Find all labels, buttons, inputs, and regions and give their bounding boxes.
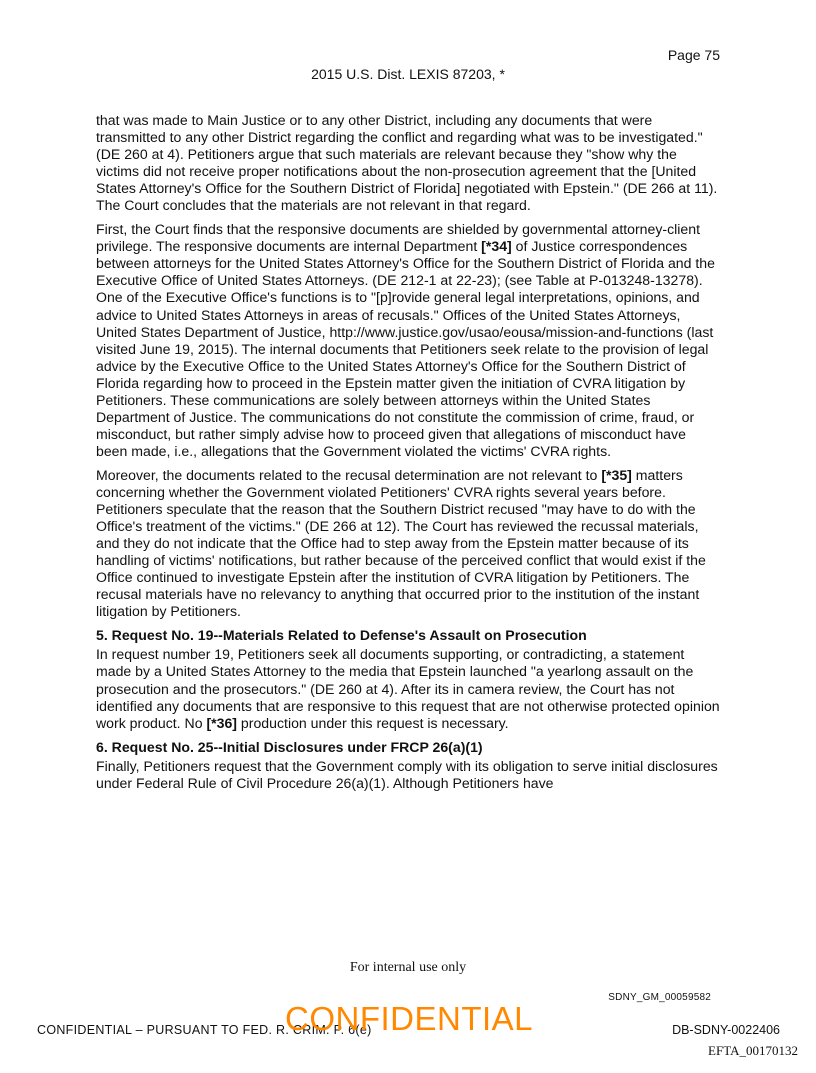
- document-body: [96, 112, 721, 799]
- case-citation: 2015 U.S. Dist. LEXIS 87203, *: [311, 66, 505, 82]
- bates-number-top: SDNY_GM_00059582: [608, 992, 711, 1003]
- section-heading: 6. Request No. 25--Initial Disclosures under FRCP 26(a)(1): [96, 738, 483, 755]
- section-heading: 5. Request No. 19--Materials Related to Defense's Assault on Prosecution: [96, 627, 587, 644]
- paragraph: [96, 646, 721, 731]
- paragraph-text: Moreover, the documents related to the recusal determination are not relevant to: [96, 466, 602, 483]
- paragraph-text: of Justice correspondences between attorneys for the United States Attorney's Office for the Southern District of Florida and the Executive Office of United States Attorneys. (DE 212-1 at 22-23); (see Table at P-013248-13278). One of the Executive Office's functions is to "[p]rovide general legal interpretations, opinions, and advice to United States Attorneys in areas of recusals." Offices of the United States Attorneys, United States Department of Justice, http://www.justice.gov/usao/eousa/mission-and-functions (last visited June 19, 2015). The internal documents that Petitioners seek relate to the provision of legal advice by the Executive Office to the United States Attorney's Office for the Southern District of Florida regarding how to proceed in the Epstein matter given the initiation of CVRA litigation by Petitioners. These communications are solely between attorneys within the United States Department of Justice. The communications do not constitute the commission of crime, fraud, or misconduct, but rather simply advise how to proceed given that allegations of misconduct have been made, i.e., allegations that the Government violated the victims' CVRA rights.: [96, 238, 715, 459]
- pin-cite: [*34]: [481, 238, 512, 255]
- internal-use-note: For internal use only: [349, 960, 467, 975]
- confidential-stamp: CONFIDENTIAL: [285, 1000, 534, 1037]
- pin-cite: [*36]: [206, 714, 238, 731]
- efta-number: EFTA_00170132: [708, 1043, 798, 1058]
- bates-number-right: DB-SDNY-0022406: [672, 1023, 780, 1037]
- paragraph: [96, 221, 721, 460]
- paragraph-text: matters concerning whether the Government violated Petitioners' CVRA rights several years before. Petitioners speculate that the reason that the Southern District recused "may have to do with the Office's treatment of the victims." (DE 266 at 12). The Court has reviewed the recussal materials, and they do not indicate that the Office had to step away from the Epstein matter because of its handling of victims' notifications, but rather because of the perceived conflict that would exist if the Office continued to investigate Epstein after the institution of CVRA litigation by Petitioners. The recusal materials have no relevancy to anything that occurred prior to the institution of the instant litigation by Petitioners.: [96, 466, 706, 620]
- paragraph-text: In request number 19, Petitioners seek all documents supporting, or contradicting, a statement made by a United States Attorney to the media that Epstein launched "a yearlong assault on the prosecution and the prosecutors." (DE 260 at 4). After its in camera review, the Court has not identified any documents that are responsive to this request that are not otherwise protected opinion work product. No: [96, 646, 720, 731]
- paragraph-text: production under this request is necessary.: [237, 714, 509, 731]
- paragraph-text: First, the Court finds that the responsive documents are shielded by governmental attorney-client privilege. The responsive documents are internal Department: [96, 221, 700, 255]
- pin-cite: [*35]: [601, 466, 632, 483]
- paragraph: Finally, Petitioners request that the Government comply with its obligation to serve initial disclosures under Federal Rule of Civil Procedure 26(a)(1). Although Petitioners have: [96, 757, 718, 791]
- paragraph: that was made to Main Justice or to any other District, including any documents that were transmitted to any other District regarding the conflict and regarding what was to be investigated." (DE 260 at 4). Petitioners argue that such materials are relevant because they "show why the victims did not receive proper notifications about the non-prosecution agreement that the [United States Attorney's Office for the Southern District of Florida] negotiated with Epstein." (DE 266 at 11). The Court concludes that the materials are not relevant in that regard.: [96, 112, 718, 214]
- page-number: Page 75: [667, 47, 720, 63]
- paragraph: [96, 467, 721, 620]
- confidential-legend: CONFIDENTIAL – PURSUANT TO FED. R. CRIM. P. 6(e): [37, 1023, 372, 1037]
